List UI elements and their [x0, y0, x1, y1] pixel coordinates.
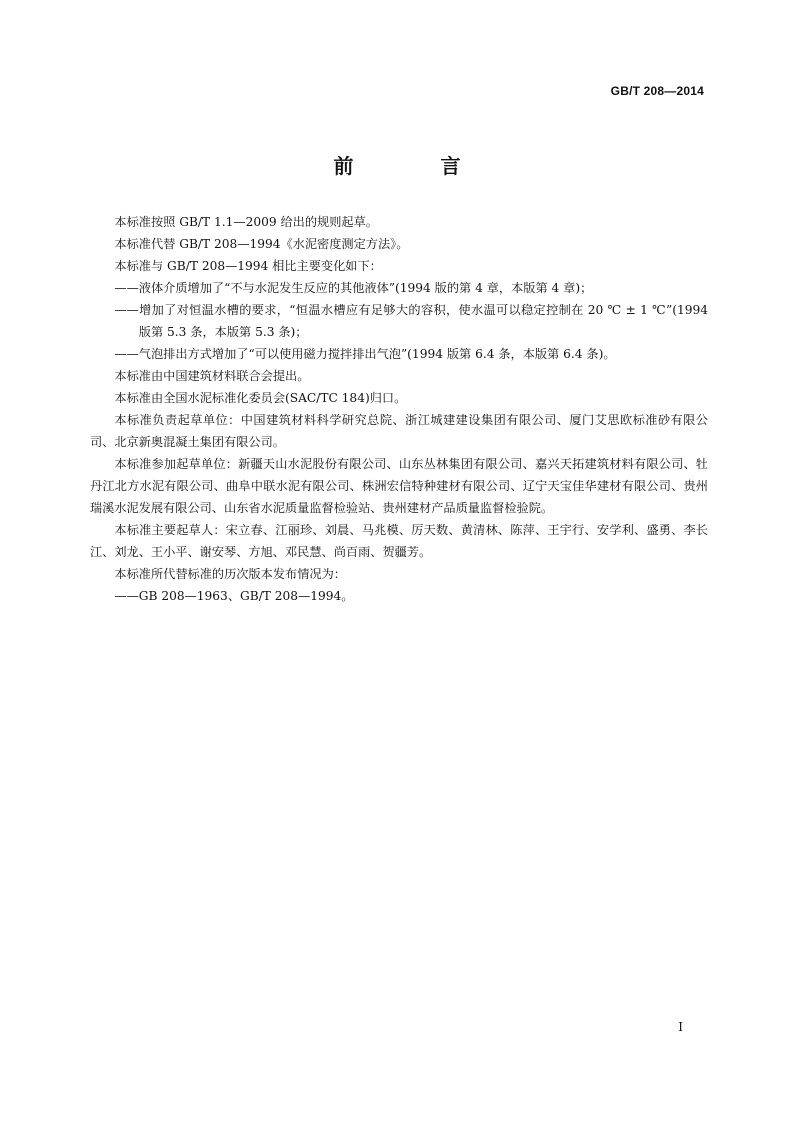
list-item-change-liquid: ——液体介质增加了“不与水泥发生反应的其他液体”(1994 版的第 4 章，本版第 4 章)； — [114, 281, 593, 295]
standard-code: GB/T 208—2014 — [610, 84, 704, 98]
page-title: 前 言 — [333, 154, 501, 178]
paragraph-lead-drafters: 本标准负责起草单位：中国建筑材料科学研究总院、浙江城建建设集团有限公司、厦门艾思欧标准砂有限公司、北京新奥混凝土集团有限公司。 — [90, 413, 708, 449]
list-item-history: ——GB 208—1963、GB/T 208—1994。 — [114, 589, 354, 603]
paragraph-main-drafters: 本标准主要起草人：宋立春、江丽珍、刘晨、马兆模、厉天数、黄清林、陈萍、王宇行、安学利、盛勇、李长江、刘龙、王小平、谢安琴、方旭、邓民慧、尚百雨、贺疆芳。 — [90, 523, 708, 559]
paragraph-participating-drafters: 本标准参加起草单位：新疆天山水泥股份有限公司、山东丛林集团有限公司、嘉兴天拓建筑材料有限公司、牡丹江北方水泥有限公司、曲阜中联水泥有限公司、株洲宏信特种建材有限公司、辽宁天宝佳华建材有限公司、贵州瑞溪水泥发展有限公司、山东省水泥质量监督检验站、贵州建材产品质量监督检验院。 — [90, 457, 708, 515]
paragraph-proposed-by: 本标准由中国建筑材料联合会提出。 — [114, 369, 310, 383]
page-number: I — [678, 1020, 683, 1034]
paragraph-drafting-rules: 本标准按照 GB/T 1.1—2009 给出的规则起草。 — [114, 215, 378, 229]
paragraph-administered-by: 本标准由全国水泥标准化委员会(SAC/TC 184)归口。 — [114, 391, 407, 405]
foreword-body — [90, 211, 708, 607]
paragraph-replaces: 本标准代替 GB/T 208—1994《水泥密度测定方法》。 — [114, 237, 409, 251]
paragraph-history-intro: 本标准所代替标准的历次版本发布情况为： — [114, 567, 346, 581]
list-item-change-bubbles: ——气泡排出方式增加了“可以使用磁力搅拌排出气泡”(1994 版第 6.4 条，本版第 6.4 条)。 — [114, 347, 616, 361]
paragraph-changes-intro: 本标准与 GB/T 208—1994 相比主要变化如下： — [114, 259, 382, 273]
list-item-change-water-bath: ——增加了对恒温水槽的要求，“恒温水槽应有足够大的容积，使水温可以稳定控制在 20 ℃ ± 1 ℃”(1994 版第 5.3 条，本版第 5.3 条)； — [114, 303, 708, 339]
